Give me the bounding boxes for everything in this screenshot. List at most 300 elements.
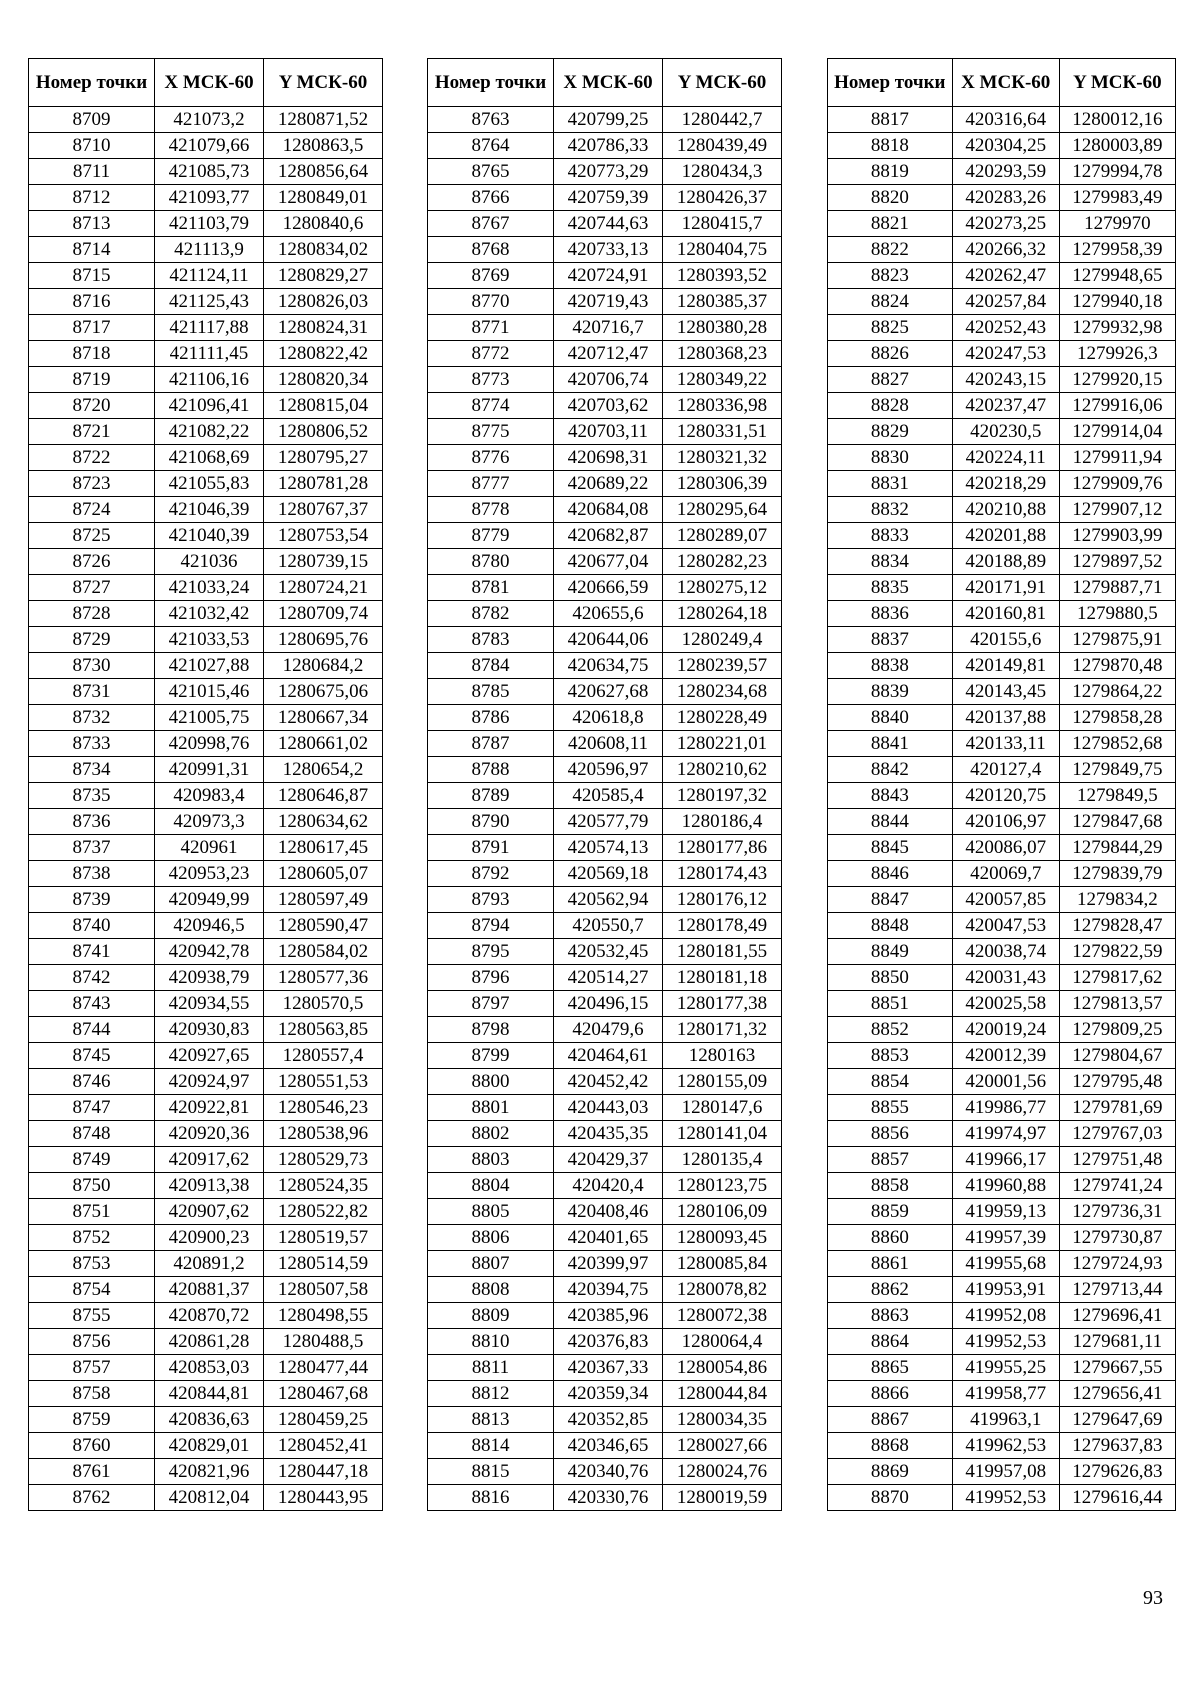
- x-coordinate-cell: 420924,97: [155, 1069, 264, 1095]
- header-point-number: Номер точки: [828, 59, 953, 107]
- table-row: [428, 185, 782, 211]
- x-coordinate-cell: 420550,7: [554, 913, 663, 939]
- point-number-cell: 8726: [29, 549, 155, 575]
- y-coordinate-cell: 1280815,04: [264, 393, 383, 419]
- point-number-cell: 8731: [29, 679, 155, 705]
- y-coordinate-cell: 1280467,68: [264, 1381, 383, 1407]
- point-number-cell: 8757: [29, 1355, 155, 1381]
- y-coordinate-cell: 1280385,37: [663, 289, 782, 315]
- y-coordinate-cell: 1279916,06: [1059, 393, 1175, 419]
- x-coordinate-cell: 420443,03: [554, 1095, 663, 1121]
- table-row: [428, 757, 782, 783]
- x-coordinate-cell: 420120,75: [952, 783, 1059, 809]
- point-number-cell: 8863: [828, 1303, 953, 1329]
- header-y-coordinate: Y МСК-60: [264, 59, 383, 107]
- point-number-cell: 8761: [29, 1459, 155, 1485]
- point-number-cell: 8838: [828, 653, 953, 679]
- x-coordinate-cell: 420684,08: [554, 497, 663, 523]
- x-coordinate-cell: 420998,76: [155, 731, 264, 757]
- point-number-cell: 8850: [828, 965, 953, 991]
- point-number-cell: 8832: [828, 497, 953, 523]
- point-number-cell: 8834: [828, 549, 953, 575]
- table-row: [828, 1095, 1176, 1121]
- point-number-cell: 8771: [428, 315, 554, 341]
- y-coordinate-cell: 1280597,49: [264, 887, 383, 913]
- coordinate-tables: [28, 58, 1176, 1558]
- y-coordinate-cell: 1280834,02: [264, 237, 383, 263]
- point-number-cell: 8829: [828, 419, 953, 445]
- point-number-cell: 8809: [428, 1303, 554, 1329]
- x-coordinate-cell: 420137,88: [952, 705, 1059, 731]
- y-coordinate-cell: 1280546,23: [264, 1095, 383, 1121]
- x-coordinate-cell: 421106,16: [155, 367, 264, 393]
- x-coordinate-cell: 420942,78: [155, 939, 264, 965]
- y-coordinate-cell: 1280321,32: [663, 445, 782, 471]
- x-coordinate-cell: 420953,23: [155, 861, 264, 887]
- point-number-cell: 8765: [428, 159, 554, 185]
- x-coordinate-cell: 419958,77: [952, 1381, 1059, 1407]
- table-row: [428, 913, 782, 939]
- point-number-cell: 8742: [29, 965, 155, 991]
- y-coordinate-cell: 1280239,57: [663, 653, 782, 679]
- x-coordinate-cell: 420230,5: [952, 419, 1059, 445]
- y-coordinate-cell: 1280507,58: [264, 1277, 383, 1303]
- table-row: [29, 1459, 383, 1485]
- y-coordinate-cell: 1279724,93: [1059, 1251, 1175, 1277]
- x-coordinate-cell: 420155,6: [952, 627, 1059, 653]
- y-coordinate-cell: 1280044,84: [663, 1381, 782, 1407]
- point-number-cell: 8786: [428, 705, 554, 731]
- y-coordinate-cell: 1280210,62: [663, 757, 782, 783]
- x-coordinate-cell: 420160,81: [952, 601, 1059, 627]
- point-number-cell: 8859: [828, 1199, 953, 1225]
- y-coordinate-cell: 1279909,76: [1059, 471, 1175, 497]
- point-number-cell: 8716: [29, 289, 155, 315]
- x-coordinate-cell: 420644,06: [554, 627, 663, 653]
- x-coordinate-cell: 420330,76: [554, 1485, 663, 1511]
- point-number-cell: 8730: [29, 653, 155, 679]
- table-row: [29, 575, 383, 601]
- table-row: [428, 1173, 782, 1199]
- table-row: [428, 991, 782, 1017]
- point-number-cell: 8851: [828, 991, 953, 1017]
- x-coordinate-cell: 420188,89: [952, 549, 1059, 575]
- y-coordinate-cell: 1280538,96: [264, 1121, 383, 1147]
- y-coordinate-cell: 1279914,04: [1059, 419, 1175, 445]
- point-number-cell: 8870: [828, 1485, 953, 1511]
- table-row: [428, 861, 782, 887]
- table-row: [428, 1381, 782, 1407]
- y-coordinate-cell: 1280753,54: [264, 523, 383, 549]
- point-number-cell: 8847: [828, 887, 953, 913]
- y-coordinate-cell: 1279849,75: [1059, 757, 1175, 783]
- table-row: [828, 159, 1176, 185]
- x-coordinate-cell: 421079,66: [155, 133, 264, 159]
- table-row: [828, 601, 1176, 627]
- x-coordinate-cell: 420881,37: [155, 1277, 264, 1303]
- table-row: [828, 211, 1176, 237]
- x-coordinate-cell: 420634,75: [554, 653, 663, 679]
- point-number-cell: 8818: [828, 133, 953, 159]
- y-coordinate-cell: 1280443,95: [264, 1485, 383, 1511]
- y-coordinate-cell: 1280186,4: [663, 809, 782, 835]
- y-coordinate-cell: 1280034,35: [663, 1407, 782, 1433]
- y-coordinate-cell: 1280177,38: [663, 991, 782, 1017]
- point-number-cell: 8842: [828, 757, 953, 783]
- point-number-cell: 8795: [428, 939, 554, 965]
- point-number-cell: 8858: [828, 1173, 953, 1199]
- point-number-cell: 8728: [29, 601, 155, 627]
- x-coordinate-cell: 420938,79: [155, 965, 264, 991]
- table-row: [428, 887, 782, 913]
- table-row: [828, 991, 1176, 1017]
- x-coordinate-cell: 420479,6: [554, 1017, 663, 1043]
- point-number-cell: 8720: [29, 393, 155, 419]
- table-row: [828, 1355, 1176, 1381]
- table-row: [428, 575, 782, 601]
- x-coordinate-cell: 420991,31: [155, 757, 264, 783]
- y-coordinate-cell: 1279681,11: [1059, 1329, 1175, 1355]
- table-row: [29, 679, 383, 705]
- table-row: [428, 1069, 782, 1095]
- point-number-cell: 8781: [428, 575, 554, 601]
- table-row: [428, 1225, 782, 1251]
- x-coordinate-cell: 420682,87: [554, 523, 663, 549]
- header-row: [428, 59, 782, 107]
- y-coordinate-cell: 1279736,31: [1059, 1199, 1175, 1225]
- point-number-cell: 8857: [828, 1147, 953, 1173]
- table-row: [828, 1147, 1176, 1173]
- y-coordinate-cell: 1280295,64: [663, 497, 782, 523]
- point-number-cell: 8725: [29, 523, 155, 549]
- point-number-cell: 8855: [828, 1095, 953, 1121]
- y-coordinate-cell: 1280826,03: [264, 289, 383, 315]
- table-row: [29, 705, 383, 731]
- y-coordinate-cell: 1279626,83: [1059, 1459, 1175, 1485]
- point-number-cell: 8865: [828, 1355, 953, 1381]
- point-number-cell: 8741: [29, 939, 155, 965]
- point-number-cell: 8758: [29, 1381, 155, 1407]
- x-coordinate-cell: 420106,97: [952, 809, 1059, 835]
- y-coordinate-cell: 1280123,75: [663, 1173, 782, 1199]
- y-coordinate-cell: 1279730,87: [1059, 1225, 1175, 1251]
- point-number-cell: 8785: [428, 679, 554, 705]
- table-row: [29, 185, 383, 211]
- table-row: [29, 1251, 383, 1277]
- x-coordinate-cell: 420596,97: [554, 757, 663, 783]
- x-coordinate-cell: 420577,79: [554, 809, 663, 835]
- point-number-cell: 8837: [828, 627, 953, 653]
- table-row: [428, 497, 782, 523]
- point-number-cell: 8862: [828, 1277, 953, 1303]
- point-number-cell: 8845: [828, 835, 953, 861]
- x-coordinate-cell: 420934,55: [155, 991, 264, 1017]
- x-coordinate-cell: 420574,13: [554, 835, 663, 861]
- y-coordinate-cell: 1279713,44: [1059, 1277, 1175, 1303]
- table-row: [428, 965, 782, 991]
- point-number-cell: 8713: [29, 211, 155, 237]
- table-row: [828, 757, 1176, 783]
- point-number-cell: 8806: [428, 1225, 554, 1251]
- point-number-cell: 8743: [29, 991, 155, 1017]
- x-coordinate-cell: 421033,53: [155, 627, 264, 653]
- table-row: [29, 1407, 383, 1433]
- table-row: [29, 731, 383, 757]
- x-coordinate-cell: 420452,42: [554, 1069, 663, 1095]
- table-row: [29, 315, 383, 341]
- x-coordinate-cell: 420562,94: [554, 887, 663, 913]
- coordinates-table-1: [28, 58, 383, 1511]
- coordinates-table-3: [827, 58, 1176, 1511]
- table-row: [29, 1225, 383, 1251]
- table-row: [428, 783, 782, 809]
- y-coordinate-cell: 1279932,98: [1059, 315, 1175, 341]
- y-coordinate-cell: 1280447,18: [264, 1459, 383, 1485]
- point-number-cell: 8783: [428, 627, 554, 653]
- y-coordinate-cell: 1280012,16: [1059, 107, 1175, 133]
- y-coordinate-cell: 1280557,4: [264, 1043, 383, 1069]
- y-coordinate-cell: 1280064,4: [663, 1329, 782, 1355]
- x-coordinate-cell: 420917,62: [155, 1147, 264, 1173]
- point-number-cell: 8753: [29, 1251, 155, 1277]
- point-number-cell: 8766: [428, 185, 554, 211]
- x-coordinate-cell: 419960,88: [952, 1173, 1059, 1199]
- y-coordinate-cell: 1280551,53: [264, 1069, 383, 1095]
- point-number-cell: 8839: [828, 679, 953, 705]
- table-row: [428, 367, 782, 393]
- table-row: [29, 835, 383, 861]
- x-coordinate-cell: 420149,81: [952, 653, 1059, 679]
- x-coordinate-cell: 420532,45: [554, 939, 663, 965]
- y-coordinate-cell: 1279637,83: [1059, 1433, 1175, 1459]
- header-row: [29, 59, 383, 107]
- table-row: [29, 211, 383, 237]
- point-number-cell: 8823: [828, 263, 953, 289]
- x-coordinate-cell: 420891,2: [155, 1251, 264, 1277]
- x-coordinate-cell: 421117,88: [155, 315, 264, 341]
- table-row: [428, 393, 782, 419]
- header-x-coordinate: X МСК-60: [155, 59, 264, 107]
- point-number-cell: 8763: [428, 107, 554, 133]
- point-number-cell: 8804: [428, 1173, 554, 1199]
- point-number-cell: 8868: [828, 1433, 953, 1459]
- y-coordinate-cell: 1279647,69: [1059, 1407, 1175, 1433]
- point-number-cell: 8812: [428, 1381, 554, 1407]
- y-coordinate-cell: 1280027,66: [663, 1433, 782, 1459]
- x-coordinate-cell: 419952,53: [952, 1329, 1059, 1355]
- point-number-cell: 8797: [428, 991, 554, 1017]
- point-number-cell: 8770: [428, 289, 554, 315]
- y-coordinate-cell: 1279958,39: [1059, 237, 1175, 263]
- point-number-cell: 8789: [428, 783, 554, 809]
- y-coordinate-cell: 1280181,18: [663, 965, 782, 991]
- y-coordinate-cell: 1280349,22: [663, 367, 782, 393]
- x-coordinate-cell: 420608,11: [554, 731, 663, 757]
- point-number-cell: 8827: [828, 367, 953, 393]
- y-coordinate-cell: 1279926,3: [1059, 341, 1175, 367]
- y-coordinate-cell: 1280570,5: [264, 991, 383, 1017]
- table-row: [828, 887, 1176, 913]
- table-row: [828, 315, 1176, 341]
- table-row: [428, 1199, 782, 1225]
- x-coordinate-cell: 420744,63: [554, 211, 663, 237]
- x-coordinate-cell: 420706,74: [554, 367, 663, 393]
- x-coordinate-cell: 420930,83: [155, 1017, 264, 1043]
- y-coordinate-cell: 1279616,44: [1059, 1485, 1175, 1511]
- x-coordinate-cell: 420247,53: [952, 341, 1059, 367]
- header-y-coordinate: Y МСК-60: [1059, 59, 1175, 107]
- table-row: [29, 757, 383, 783]
- point-number-cell: 8724: [29, 497, 155, 523]
- point-number-cell: 8835: [828, 575, 953, 601]
- table-row: [828, 263, 1176, 289]
- table-row: [828, 1459, 1176, 1485]
- table-row: [29, 445, 383, 471]
- x-coordinate-cell: 420429,37: [554, 1147, 663, 1173]
- table-row: [828, 653, 1176, 679]
- y-coordinate-cell: 1280590,47: [264, 913, 383, 939]
- point-number-cell: 8734: [29, 757, 155, 783]
- point-number-cell: 8776: [428, 445, 554, 471]
- x-coordinate-cell: 419962,53: [952, 1433, 1059, 1459]
- y-coordinate-cell: 1280829,27: [264, 263, 383, 289]
- x-coordinate-cell: 420367,33: [554, 1355, 663, 1381]
- point-number-cell: 8727: [29, 575, 155, 601]
- x-coordinate-cell: 420829,01: [155, 1433, 264, 1459]
- y-coordinate-cell: 1280019,59: [663, 1485, 782, 1511]
- table-row: [428, 653, 782, 679]
- y-coordinate-cell: 1279852,68: [1059, 731, 1175, 757]
- x-coordinate-cell: 420703,62: [554, 393, 663, 419]
- point-number-cell: 8822: [828, 237, 953, 263]
- y-coordinate-cell: 1280822,42: [264, 341, 383, 367]
- y-coordinate-cell: 1279817,62: [1059, 965, 1175, 991]
- y-coordinate-cell: 1279741,24: [1059, 1173, 1175, 1199]
- point-number-cell: 8815: [428, 1459, 554, 1485]
- point-number-cell: 8796: [428, 965, 554, 991]
- y-coordinate-cell: 1279858,28: [1059, 705, 1175, 731]
- y-coordinate-cell: 1279940,18: [1059, 289, 1175, 315]
- point-number-cell: 8792: [428, 861, 554, 887]
- table-row: [828, 1043, 1176, 1069]
- y-coordinate-cell: 1279809,25: [1059, 1017, 1175, 1043]
- table-row: [428, 1485, 782, 1511]
- header-point-number: Номер точки: [29, 59, 155, 107]
- x-coordinate-cell: 421015,46: [155, 679, 264, 705]
- point-number-cell: 8732: [29, 705, 155, 731]
- y-coordinate-cell: 1280617,45: [264, 835, 383, 861]
- x-coordinate-cell: 420273,25: [952, 211, 1059, 237]
- x-coordinate-cell: 421124,11: [155, 263, 264, 289]
- point-number-cell: 8803: [428, 1147, 554, 1173]
- table-row: [428, 211, 782, 237]
- y-coordinate-cell: 1280695,76: [264, 627, 383, 653]
- table-row: [428, 1017, 782, 1043]
- table-row: [428, 835, 782, 861]
- table-row: [428, 237, 782, 263]
- table-row: [828, 237, 1176, 263]
- point-number-cell: 8799: [428, 1043, 554, 1069]
- table-row: [428, 1459, 782, 1485]
- y-coordinate-cell: 1280093,45: [663, 1225, 782, 1251]
- y-coordinate-cell: 1280072,38: [663, 1303, 782, 1329]
- x-coordinate-cell: 420812,04: [155, 1485, 264, 1511]
- point-number-cell: 8778: [428, 497, 554, 523]
- point-number-cell: 8814: [428, 1433, 554, 1459]
- x-coordinate-cell: 420012,39: [952, 1043, 1059, 1069]
- table-row: [29, 965, 383, 991]
- x-coordinate-cell: 420304,25: [952, 133, 1059, 159]
- point-number-cell: 8715: [29, 263, 155, 289]
- table-row: [428, 1251, 782, 1277]
- table-row: [828, 731, 1176, 757]
- y-coordinate-cell: 1280477,44: [264, 1355, 383, 1381]
- y-coordinate-cell: 1280488,5: [264, 1329, 383, 1355]
- header-row: [828, 59, 1176, 107]
- y-coordinate-cell: 1280155,09: [663, 1069, 782, 1095]
- point-number-cell: 8819: [828, 159, 953, 185]
- y-coordinate-cell: 1279844,29: [1059, 835, 1175, 861]
- table-row: [828, 575, 1176, 601]
- x-coordinate-cell: 420759,39: [554, 185, 663, 211]
- table-row: [428, 809, 782, 835]
- y-coordinate-cell: 1279864,22: [1059, 679, 1175, 705]
- point-number-cell: 8817: [828, 107, 953, 133]
- point-number-cell: 8777: [428, 471, 554, 497]
- x-coordinate-cell: 420973,3: [155, 809, 264, 835]
- point-number-cell: 8864: [828, 1329, 953, 1355]
- y-coordinate-cell: 1280820,34: [264, 367, 383, 393]
- y-coordinate-cell: 1280249,4: [663, 627, 782, 653]
- x-coordinate-cell: 421111,45: [155, 341, 264, 367]
- x-coordinate-cell: 420316,64: [952, 107, 1059, 133]
- table-row: [428, 679, 782, 705]
- x-coordinate-cell: 421068,69: [155, 445, 264, 471]
- y-coordinate-cell: 1279983,49: [1059, 185, 1175, 211]
- table-row: [828, 393, 1176, 419]
- table-row: [828, 1199, 1176, 1225]
- table-row: [29, 1303, 383, 1329]
- x-coordinate-cell: 421032,42: [155, 601, 264, 627]
- x-coordinate-cell: 420262,47: [952, 263, 1059, 289]
- x-coordinate-cell: 420359,34: [554, 1381, 663, 1407]
- table-row: [828, 1251, 1176, 1277]
- point-number-cell: 8745: [29, 1043, 155, 1069]
- table-row: [29, 1173, 383, 1199]
- x-coordinate-cell: 419957,08: [952, 1459, 1059, 1485]
- x-coordinate-cell: 420038,74: [952, 939, 1059, 965]
- y-coordinate-cell: 1279970: [1059, 211, 1175, 237]
- x-coordinate-cell: 420464,61: [554, 1043, 663, 1069]
- table-row: [29, 627, 383, 653]
- x-coordinate-cell: 419952,53: [952, 1485, 1059, 1511]
- x-coordinate-cell: 420733,13: [554, 237, 663, 263]
- table-row: [29, 861, 383, 887]
- x-coordinate-cell: 420399,97: [554, 1251, 663, 1277]
- table-row: [29, 1355, 383, 1381]
- x-coordinate-cell: 420666,59: [554, 575, 663, 601]
- point-number-cell: 8801: [428, 1095, 554, 1121]
- point-number-cell: 8791: [428, 835, 554, 861]
- x-coordinate-cell: 420618,8: [554, 705, 663, 731]
- y-coordinate-cell: 1280452,41: [264, 1433, 383, 1459]
- point-number-cell: 8820: [828, 185, 953, 211]
- y-coordinate-cell: 1279875,91: [1059, 627, 1175, 653]
- table-row: [29, 1329, 383, 1355]
- table-row: [828, 627, 1176, 653]
- header-y-coordinate: Y МСК-60: [663, 59, 782, 107]
- table-row: [428, 419, 782, 445]
